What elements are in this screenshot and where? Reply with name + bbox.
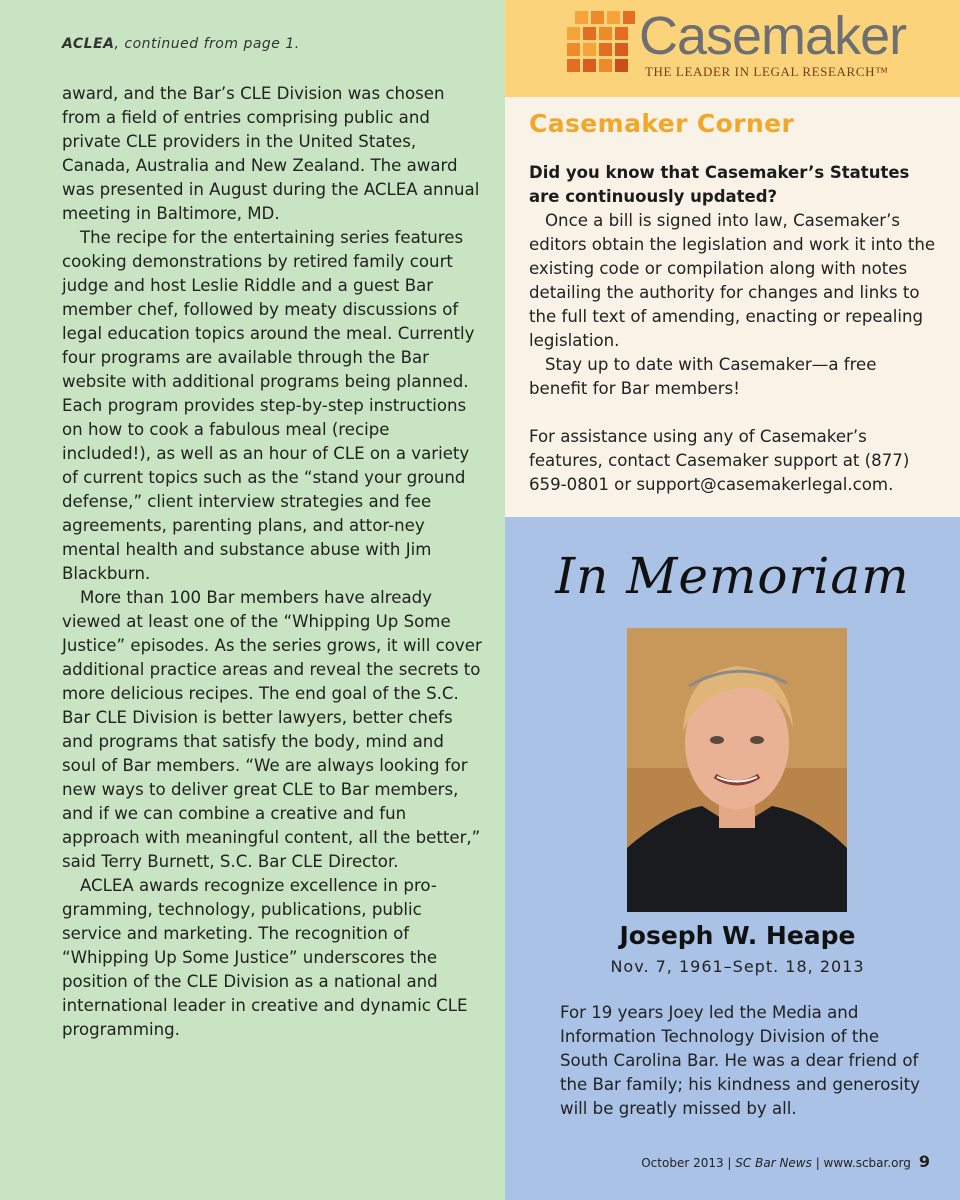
page-number: 9: [918, 1152, 930, 1171]
article-body: [62, 82, 482, 1042]
continued-label: ACLEA: [62, 36, 115, 52]
memoriam-text: For 19 years Joey led the Media and Information Technology Division of the South Carolina Bar. He was a dear friend of the Bar family; his kindness and generosity will be greatly missed by all.: [560, 1003, 920, 1118]
casemaker-logo-icon: [565, 9, 637, 81]
corner-title: Casemaker Corner: [529, 109, 795, 138]
corner-question: Did you know that Casemaker’s Statutes are continuously updated?: [529, 163, 910, 206]
footer-publication: SC Bar News: [735, 1156, 812, 1170]
corner-paragraph-2: Stay up to date with Casemaker—a free benefit for Bar members!: [529, 355, 877, 398]
corner-body: [529, 209, 939, 401]
footer-date: October 2013 |: [641, 1156, 736, 1170]
portrait-photo: [627, 628, 847, 912]
page-footer: [641, 1152, 930, 1171]
article-paragraph-4: ACLEA awards recognize excellence in pro-gramming, technology, publications, public service and marketing. The recognition of “Whipping Up Some Justice” underscores the position of the CLE Division as a national and international leader in creative and dynamic CLE programming.: [62, 876, 468, 1039]
casemaker-corner: [505, 97, 960, 517]
casemaker-ad: [505, 0, 960, 97]
corner-paragraph-1: Once a bill is signed into law, Casemaker’s editors obtain the legislation and work it into the existing code or compilation along with notes detailing the authority for changes and links to the full text of amending, enacting or repealing legislation.: [529, 211, 936, 350]
memoriam-name: Joseph W. Heape: [619, 921, 856, 950]
in-memoriam-section: [505, 517, 960, 1200]
memoriam-title: In Memoriam: [555, 547, 910, 605]
continued-note: [62, 36, 300, 52]
article-paragraph-3: More than 100 Bar members have already viewed at least one of the “Whipping Up Some Justice” episodes. As the series grows, it will cover additional practice areas and reveal the secrets to more delicious recipes. The end goal of the S.C. Bar CLE Division is better lawyers, better chefs and programs that satisfy the body, mind and soul of Bar members. “We are always looking for new ways to deliver great CLE to Bar members, and if we can combine a creative and fun approach with meaningful content, all the better,” said Terry Burnett, S.C. Bar CLE Director.: [62, 588, 482, 871]
article-paragraph-1: award, and the Bar’s CLE Division was chosen from a field of entries comprising public and private CLE providers in the United States, Canada, Australia and New Zealand. The award was presented in August during the ACLEA annual meeting in Baltimore, MD.: [62, 84, 480, 223]
corner-contact: For assistance using any of Casemaker’s features, contact Casemaker support at (877) 659-0801 or support@casemakerlegal.com.: [529, 427, 910, 494]
memoriam-dates: Nov. 7, 1961–Sept. 18, 2013: [610, 957, 865, 976]
casemaker-wordmark: Casemaker: [639, 6, 907, 66]
footer-site: | www.scbar.org: [811, 1156, 911, 1170]
continued-text: , continued from page 1.: [114, 36, 300, 52]
casemaker-tagline: THE LEADER IN LEGAL RESEARCH™: [645, 64, 889, 79]
article-paragraph-2: The recipe for the entertaining series features cooking demonstrations by retired family court judge and host Leslie Riddle and a guest Bar member chef, followed by meaty discussions of legal education topics around the meal. Currently four programs are available through the Bar website with additional programs being planned. Each program provides step-by-step instructions on how to cook a fabulous meal (recipe included!), as well as an hour of CLE on a variety of current topics such as the “stand your ground defense,” client interview strategies and fee agreements, parenting plans, and attor-ney mental health and substance abuse with Jim Blackburn.: [62, 228, 475, 583]
